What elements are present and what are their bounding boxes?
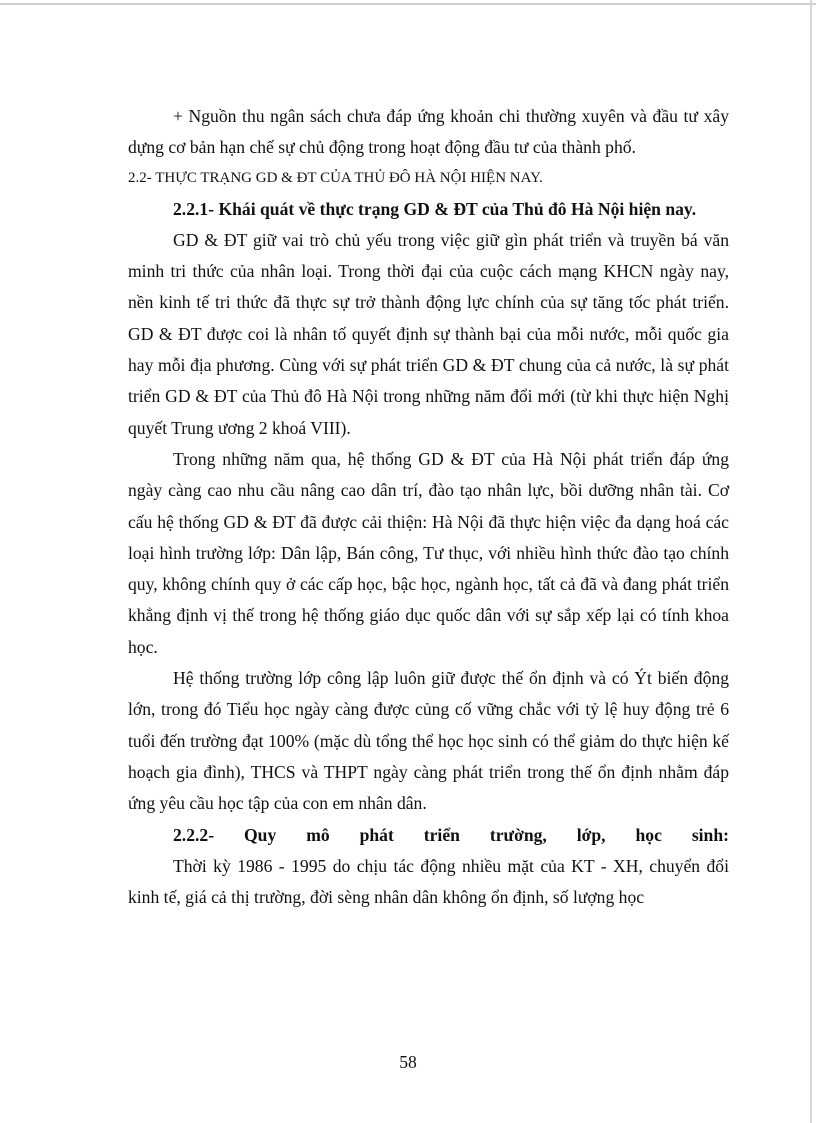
page-number: 58 <box>399 1052 417 1072</box>
section-heading-2-2: 2.2- THỰC TRẠNG GD & ĐT CỦA THỦ ĐÔ HÀ NỘI HIỆN NAY. <box>128 169 543 186</box>
subsection-heading-2-2-2: 2.2.2- Quy mô phát triển trường, lớp, học sinh: <box>173 824 729 845</box>
paragraph-period-1986-1995: Thời kỳ 1986 - 1995 do chịu tác động nhiều mặt của KT - XH, chuyển đổi kinh tế, giá cả thị trường, đời sèng nhân dân không ổn định, số lượng học <box>128 855 729 908</box>
paragraph-budget-note: + Nguồn thu ngân sách chưa đáp ứng khoản chi thường xuyên và đầu tư xây dựng cơ bản hạn chế sự chủ động trong hoạt động đầu tư của thành phố. <box>128 106 729 158</box>
page-top-edge <box>0 3 816 5</box>
page-right-edge <box>810 0 812 1123</box>
paragraph-system-development: Trong những năm qua, hệ thống GD & ĐT của Hà Nội phát triển đáp ứng ngày càng cao nhu cầu nâng cao dân trí, đào tạo nhân lực, bồi dưỡng nhân tài. Cơ cấu hệ thống GD & ĐT đã được cải thiện: Hà Nội đã thực hiện việc đa dạng hoá các loại hình trường lớp: Dân lập, Bán công, Tư thục, với nhiều hình thức đào tạo chính quy, không chính quy ở các cấp học, bậc học, ngành học, tất cả đã và đang phát triển khẳng định vị thế trong hệ thống giáo dục quốc dân với sự sắp xếp lại có tính khoa học. <box>128 448 729 657</box>
paragraph-role-of-education: GD & ĐT giữ vai trò chủ yếu trong việc giữ gìn phát triển và truyền bá văn minh tri thức của nhân loại. Trong thời đại của cuộc cách mạng KHCN ngày nay, nền kinh tế tri thức đã thực sự trở thành động lực chính của sự tăng tốc phát triển. GD & ĐT được coi là nhân tố quyết định sự thành bại của mỗi nước, mỗi quốc gia hay mỗi địa phương. Cùng với sự phát triển GD & ĐT chung của cả nước, là sự phát triển GD & ĐT của Thủ đô Hà Nội trong những năm đổi mới (từ khi thực hiện Nghị quyết Trung ương 2 khoá VIII). <box>128 229 729 438</box>
document-body <box>128 101 729 913</box>
subsection-heading-2-2-1: 2.2.1- Khái quát về thực trạng GD & ĐT của Thủ đô Hà Nội hiện nay. <box>173 198 697 219</box>
paragraph-public-schools: Hệ thống trường lớp công lập luôn giữ được thế ổn định và có Ýt biến động lớn, trong đó Tiểu học ngày càng được củng cố vững chắc với tỷ lệ huy động trẻ 6 tuổi đến trường đạt 100% (mặc dù tổng thể học học sinh có thể giảm do thực hiện kế hoạch gia đình), THCS và THPT ngày càng phát triển trong thế ổn định nhằm đáp ứng yêu cầu học tập của con em nhân dân. <box>128 668 729 814</box>
